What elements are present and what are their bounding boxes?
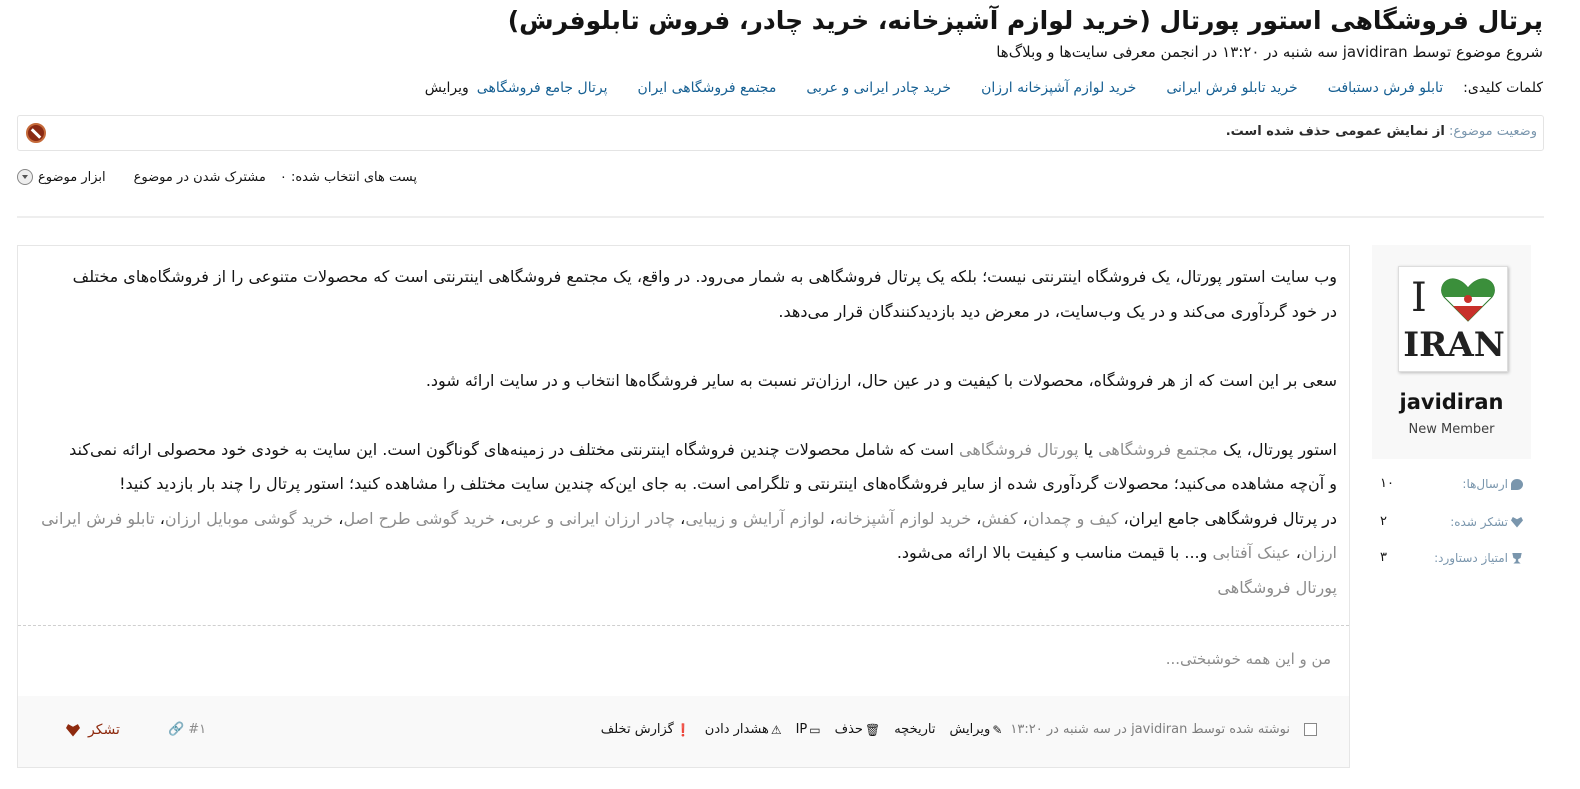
post-line: استور پورتال، یک مجتمع فروشگاهی یا پورتال فروشگاهی است که شامل محصولات چندین فروشگاه اینترنتی مختلف در زمینه‌های گوناگون است. این سایت به خودی خود محصولی ارائه نمی‌کند [69,439,1337,459]
post-container [17,245,1350,768]
keyword-link[interactable]: خرید چادر ایرانی و عربی [806,80,952,96]
thanks-label: تشکر [88,722,120,738]
post-link[interactable]: پورتال فروشگاهی [958,439,1079,459]
stat-likes [1372,511,1531,533]
signature-divider [18,625,1349,626]
post-link[interactable]: خرید لوازم آشپزخانه [834,508,972,528]
post-actions [587,722,1317,737]
post-author-link[interactable]: javidiran [1131,722,1188,737]
stat-posts [1372,473,1531,495]
monitor-icon: ▭ [809,722,821,737]
deleted-icon [26,123,46,143]
trash-icon: 🗑 [864,722,881,737]
avatar[interactable] [1398,266,1508,372]
post-link[interactable]: کفش [981,508,1018,528]
post-line: در خود گردآوری می‌کند و در یک وب‌سایت، در معرض دید بازدیدکنندگان قرار می‌دهد. [778,301,1337,321]
thread-status-bar [17,115,1544,151]
subtitle-suffix[interactable]: سه شنبه در ۱۳:۲۰ در انجمن معرفی سایت‌ها و وبلاگ‌ها [996,43,1338,61]
subscribe-link[interactable]: مشترک شدن در موضوع [133,169,266,185]
post-link[interactable]: تابلو فرش ایرانی [41,508,155,528]
thread-tools-label: ابزار موضوع [38,169,106,185]
warning-icon: ⚠ [770,722,782,737]
heart-icon [1511,517,1523,528]
post-line [27,571,1337,606]
thanks-button[interactable] [66,722,120,738]
edit-button[interactable]: ✎ ویرایش [949,722,1003,737]
keyword-link[interactable]: خرید لوازم آشپزخانه ارزان [981,80,1137,96]
stat-label: تشکر شده: [1450,515,1508,529]
posts-icon [1511,479,1523,490]
stat-label: ارسال‌ها: [1462,477,1508,491]
user-title: New Member [1408,422,1495,437]
keyword-link[interactable]: مجتمع فروشگاهی ایران [637,80,777,96]
selected-posts-link[interactable]: پست های انتخاب شده: ۰ [279,169,417,185]
post-link[interactable]: چادر ارزان ایرانی و عربی [505,508,676,528]
post-link[interactable]: کیف و چمدان [1027,508,1119,528]
link-icon: 🔗 [168,722,185,737]
user-info-panel [1372,245,1531,459]
keyword-link[interactable]: تابلو فرش دستبافت [1327,80,1444,96]
avatar-text-iran: IRAN [1403,325,1505,365]
thread-tools-bar [17,166,431,188]
post-link[interactable]: خرید گوشی موبایل ارزان [164,508,334,528]
post-meta: نوشته شده توسط javidiran در سه شنبه در ۱۳:۲۰ [1010,722,1290,737]
warn-button[interactable]: ⚠ هشدار دادن [704,722,782,737]
post-footer [18,696,1349,767]
post-link[interactable]: مجتمع فروشگاهی [1098,439,1218,459]
thread-title: پرتال فروشگاهی استور پورتال (خرید لوازم آشپزخانه، خرید چادر، فروش تابلوفرش) [507,6,1543,35]
history-button[interactable]: تاریخچه [894,722,936,737]
stat-value[interactable]: ۱۰ [1380,476,1394,491]
thread-tools-dropdown[interactable] [17,169,120,185]
stat-label: امتیاز دستاورد: [1434,551,1508,565]
post-permalink[interactable] [168,722,206,737]
post-line: ارزان، عینک آفتابی و... با قیمت مناسب و کیفیت بالا ارائه می‌شود. [896,543,1337,562]
chevron-down-icon [17,169,33,185]
delete-button[interactable]: 🗑 حذف [834,722,881,737]
post-link[interactable]: عینک آفتابی [1212,543,1291,562]
keywords-edit-link[interactable]: ویرایش [424,80,469,96]
ip-button[interactable]: ▭ IP [795,722,821,737]
stat-value[interactable]: ۳ [1380,550,1387,565]
select-post-checkbox[interactable] [1304,723,1317,736]
signature: من و این همه خوشبختی... [1165,650,1331,668]
subtitle-user-link[interactable]: javidiran [1342,43,1408,61]
post-line: وب سایت استور پورتال، یک فروشگاه اینترنتی نیست؛ بلکه یک پرتال فروشگاهی به شمار می‌رود. در واقع، یک مجتمع فروشگاهی اینترنتی است که محصولات متنوعی را از فروشگاه‌های مختلف [72,267,1337,286]
report-button[interactable]: ❗ گزارش تخلف [600,722,691,737]
heart-icon [66,724,80,737]
post-line: سعی بر این است که از هر فروشگاه، محصولات با کیفیت و در عین حال، ارزان‌تر نسبت به سایر فروشگاه‌ها انتخاب و در سایت ارائه شود. [425,370,1337,390]
stat-value: ۲ [1380,514,1387,529]
status-value: از نمایش عمومی حذف شده است. [1225,124,1445,139]
post-line: در پرتال فروشگاهی جامع ایران، کیف و چمدان، کفش، خرید لوازم آشپزخانه، لوازم آرایش و زیبایی، چادر ارزان ایرانی و عربی، خرید گوشی طرح اصل، خرید گوشی موبایل ارزان، تابلو فرش ایرانی [41,508,1337,528]
stat-points [1372,547,1531,569]
avatar-letter-i: I [1411,275,1427,321]
trophy-icon [1511,553,1523,564]
status-label: وضعیت موضوع: [1449,124,1537,139]
post-body [27,260,1337,605]
thread-subtitle [996,41,1543,63]
thread-status [1226,124,1537,139]
post-line: و آن‌چه مشاهده می‌کنید؛ محصولات گردآوری شده از سایر فروشگاه‌های اینترنتی و تلگرامی است. به جای این‌که چندین سایت مختلف را مشاهده کنید؛ استور پرتال را چند بار بازدید کنید! [119,474,1337,493]
subtitle-prefix: شروع موضوع توسط [1412,43,1543,61]
keywords-label: کلمات کلیدی: [1463,80,1543,96]
post-link[interactable]: ارزان [1300,543,1337,562]
alert-circle-icon: ❗ [675,722,691,737]
heart-flag-icon [1441,277,1495,323]
post-link[interactable]: پورتال فروشگاهی [1217,577,1337,597]
post-date-link[interactable]: در سه شنبه در ۱۳:۲۰ [1010,722,1127,737]
post-link[interactable]: لوازم آرایش و زیبایی [685,508,825,528]
username[interactable]: javidiran [1399,390,1504,414]
post-link[interactable]: خرید گوشی طرح اصل [343,508,495,528]
keyword-link[interactable]: خرید تابلو فرش ایرانی [1166,80,1298,96]
keywords-bar [425,77,1543,99]
post-number: #۱ [188,722,207,737]
pencil-icon: ✎ [992,722,1003,737]
keyword-link[interactable]: پرتال جامع فروشگاهی [476,80,608,96]
divider [17,216,1544,218]
